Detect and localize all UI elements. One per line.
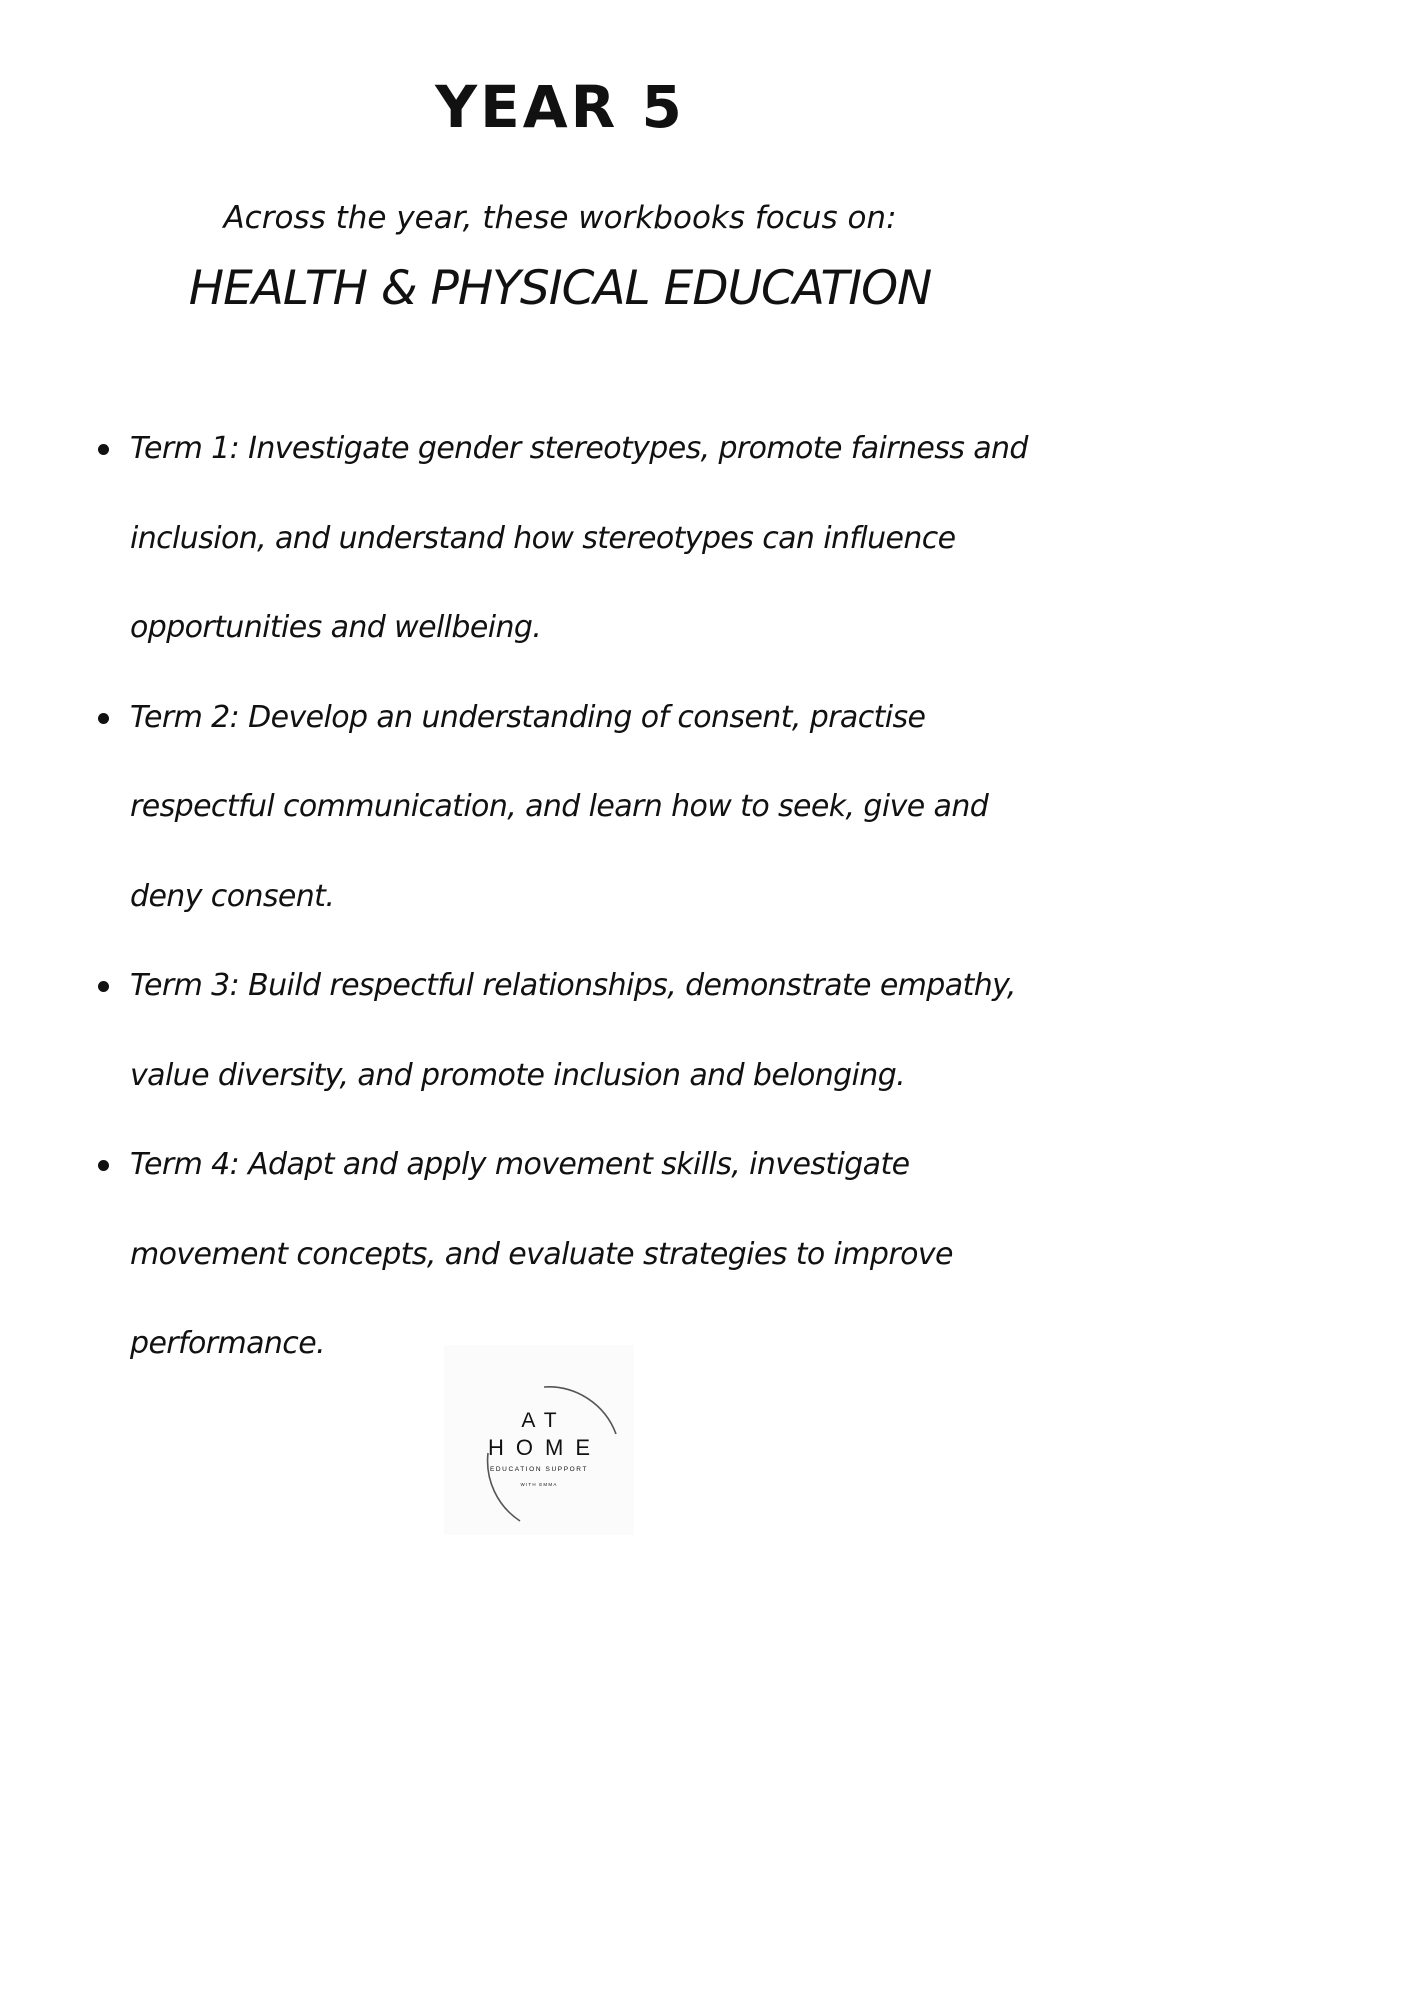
term-text: Term 4: Adapt and apply movement skills, investigate movement concepts, and evaluate strategies to improve performance. [130, 1147, 953, 1361]
bullet-icon [98, 1160, 109, 1171]
brand-logo [444, 1345, 634, 1535]
logo-line-home: HOME [488, 1435, 602, 1460]
logo-line-education-support: EDUCATION SUPPORT [489, 1466, 589, 1473]
term-item-2 [98, 673, 1058, 942]
terms-list [98, 404, 1058, 1389]
subject-heading: HEALTH & PHYSICAL EDUCATION [188, 261, 932, 316]
bullet-icon [98, 444, 109, 455]
page-title: YEAR 5 [435, 73, 685, 141]
term-text: Term 1: Investigate gender stereotypes, promote fairness and inclusion, and understand how stereotypes can influence opportunities and wellbeing. [130, 431, 1028, 645]
term-item-3 [98, 941, 1058, 1120]
intro-text: Across the year, these workbooks focus on: [223, 200, 897, 236]
bullet-icon [98, 713, 109, 724]
logo-line-at: AT [521, 1409, 567, 1432]
term-text: Term 2: Develop an understanding of consent, practise respectful communication, and learn how to seek, give and deny consent. [130, 699, 989, 914]
term-item-1 [98, 404, 1058, 673]
term-text: Term 3: Build respectful relationships, demonstrate empathy, value diversity, and promote inclusion and belonging. [130, 968, 1016, 1093]
bullet-icon [98, 981, 109, 992]
logo-line-with-emma: WITH EMMA [520, 1482, 558, 1487]
